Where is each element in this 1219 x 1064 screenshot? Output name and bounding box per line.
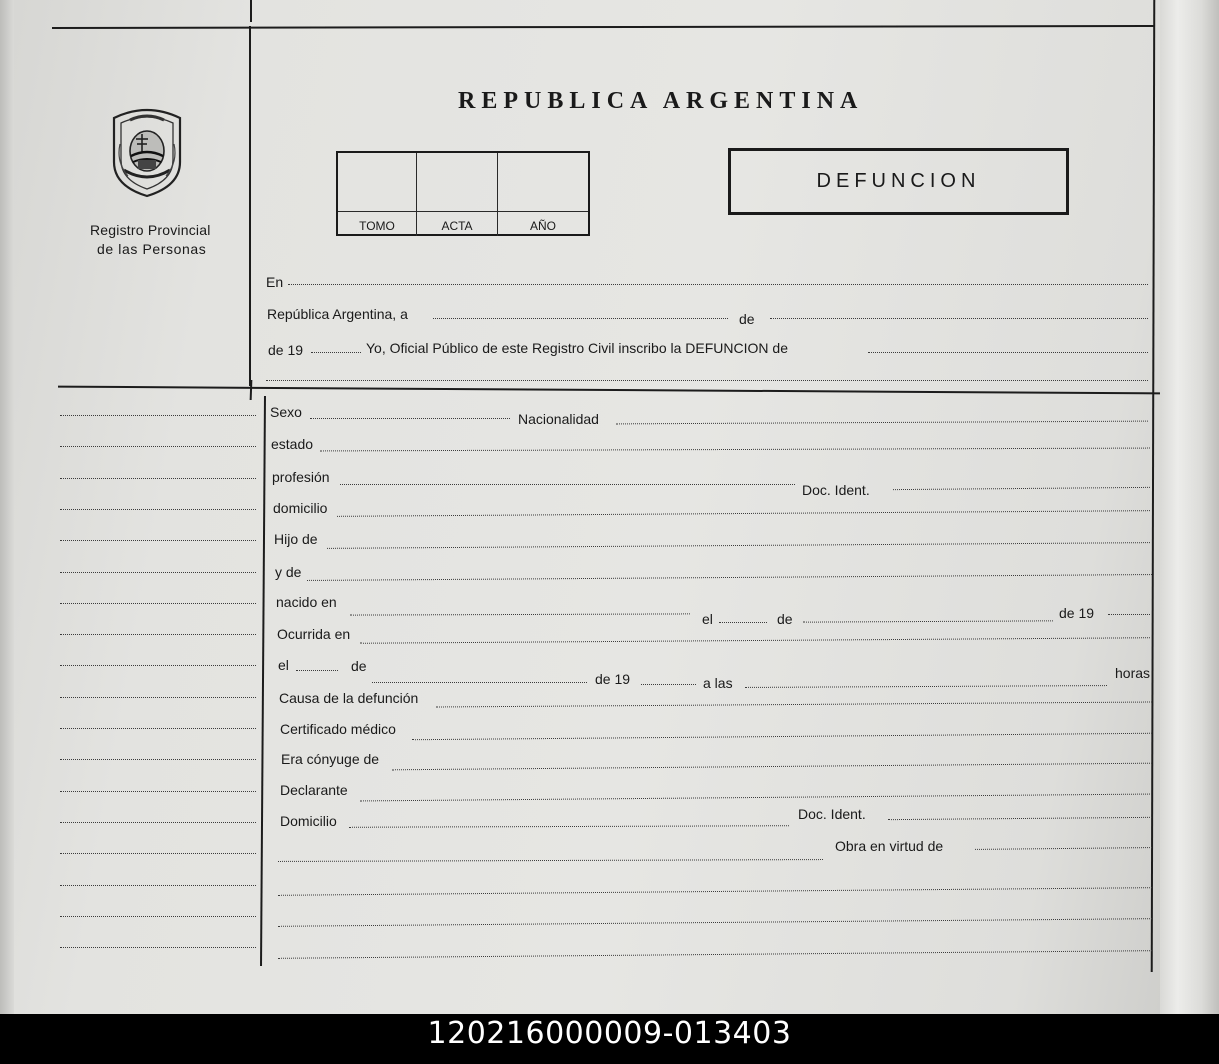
page-edge-right: [1160, 0, 1219, 1014]
act-type-box: [728, 148, 1069, 215]
sexo-field[interactable]: [310, 418, 510, 419]
document-id-bar: [0, 1014, 1219, 1064]
hora-field[interactable]: [745, 685, 1107, 688]
nacido-mes-field[interactable]: [803, 620, 1053, 622]
section-rule: [58, 386, 1160, 395]
certificado-label: Certificado médico: [280, 721, 396, 737]
page-edge-left: [0, 0, 14, 1014]
doc-ident-label: Doc. Ident.: [802, 482, 870, 498]
domicilio-label: domicilio: [273, 500, 328, 516]
tomo-cell: [338, 153, 417, 236]
margin-note-line[interactable]: [60, 885, 256, 886]
nacido-anio-field[interactable]: [1108, 614, 1150, 615]
lugar-nacimiento-field[interactable]: [350, 613, 690, 615]
difunto-nombre-field[interactable]: [868, 352, 1148, 353]
ocurrida-de19-label: de 19: [595, 671, 631, 687]
domicilio-decl-field-2[interactable]: [278, 859, 823, 862]
margin-note-line[interactable]: [60, 446, 256, 447]
y-de-label: y de: [275, 564, 302, 580]
top-divider-stub: [250, 0, 252, 22]
notes-line-3[interactable]: [278, 950, 1152, 959]
nacionalidad-label: Nacionalidad: [518, 411, 599, 427]
margin-note-line[interactable]: [60, 916, 256, 917]
fecha-mes-field[interactable]: [770, 318, 1148, 319]
domicilio-field[interactable]: [337, 510, 1150, 517]
margin-note-line[interactable]: [60, 572, 256, 573]
ocurrida-el-label: el: [278, 657, 289, 673]
margin-note-line[interactable]: [60, 603, 256, 604]
declarante-field[interactable]: [360, 794, 1152, 802]
padre-field[interactable]: [327, 542, 1150, 549]
document-id: 120216000009-013403: [427, 1016, 792, 1051]
defuncion-anio-field[interactable]: [641, 684, 696, 685]
anio-label: AÑO: [529, 219, 556, 233]
registry-name-line2: de las Personas: [97, 241, 207, 257]
margin-note-line[interactable]: [60, 697, 256, 698]
divider-joint: [250, 380, 253, 400]
a-las-label: a las: [703, 675, 733, 691]
declarante-label: Declarante: [280, 782, 348, 798]
conyuge-field[interactable]: [392, 763, 1152, 771]
de19-label: de 19: [268, 342, 304, 358]
page-title: REPUBLICA ARGENTINA: [458, 88, 864, 114]
left-column-divider-bottom: [260, 396, 266, 966]
madre-field[interactable]: [307, 574, 1152, 581]
margin-note-line[interactable]: [60, 634, 256, 635]
fecha-dia-field[interactable]: [433, 318, 728, 319]
en-field[interactable]: [288, 284, 1148, 285]
margin-note-line[interactable]: [60, 947, 256, 948]
acta-label: ACTA: [441, 219, 473, 233]
difunto-nombre-field-2[interactable]: [266, 380, 1148, 381]
doc-ident-decl-field[interactable]: [888, 817, 1152, 820]
certificado-field[interactable]: [412, 733, 1152, 740]
right-border: [1151, 0, 1156, 972]
doc-ident-decl-label: Doc. Ident.: [798, 806, 866, 822]
margin-note-line[interactable]: [60, 509, 256, 510]
domicilio-decl-label: Domicilio: [280, 813, 337, 829]
acta-cell: [417, 153, 498, 236]
republica-label: República Argentina, a: [267, 306, 408, 322]
margin-note-line[interactable]: [60, 822, 256, 823]
fecha-anio-field[interactable]: [311, 352, 361, 353]
domicilio-decl-field[interactable]: [349, 825, 789, 828]
margin-note-line[interactable]: [60, 478, 256, 479]
registry-name-line1: Registro Provincial: [90, 222, 211, 238]
nacido-dia-field[interactable]: [719, 622, 767, 623]
left-column-divider-top: [249, 26, 251, 386]
nacido-de19-label: de 19: [1059, 605, 1095, 621]
margin-note-line[interactable]: [60, 415, 256, 416]
estado-label: estado: [271, 436, 314, 452]
ocurrida-de-label: de: [351, 658, 367, 674]
en-label: En: [266, 274, 284, 290]
margin-note-line[interactable]: [60, 853, 256, 854]
act-type-label: DEFUNCION: [816, 170, 981, 192]
defuncion-mes-field[interactable]: [372, 682, 587, 683]
horas-label: horas: [1115, 665, 1151, 681]
margin-note-line[interactable]: [60, 728, 256, 729]
obra-label: Obra en virtud de: [835, 838, 944, 854]
register-box: [336, 151, 590, 236]
de-label: de: [739, 311, 755, 327]
margin-note-line[interactable]: [60, 759, 256, 760]
lugar-defuncion-field[interactable]: [360, 637, 1150, 644]
profesion-label: profesión: [272, 469, 330, 485]
margin-note-line[interactable]: [60, 540, 256, 541]
ocurrida-en-label: Ocurrida en: [277, 626, 351, 642]
hijo-de-label: Hijo de: [274, 531, 318, 547]
register-box-divider: [338, 211, 588, 212]
notes-line-1[interactable]: [278, 887, 1152, 896]
causa-label: Causa de la defunción: [279, 690, 419, 706]
nacido-de-label: de: [777, 611, 793, 627]
nacido-el-label: el: [702, 611, 713, 627]
coat-of-arms-icon: [106, 104, 188, 200]
tomo-label: TOMO: [359, 219, 395, 233]
yo-statement: Yo, Oficial Público de este Registro Civil inscribo la DEFUNCION de: [366, 340, 788, 356]
profesion-field[interactable]: [340, 484, 795, 485]
conyuge-label: Era cónyuge de: [281, 751, 380, 767]
nacido-en-label: nacido en: [276, 594, 337, 610]
nacionalidad-field[interactable]: [616, 421, 1148, 425]
estado-field[interactable]: [320, 448, 1150, 452]
anio-cell: [498, 153, 588, 236]
defuncion-dia-field[interactable]: [296, 670, 338, 671]
margin-note-line[interactable]: [60, 791, 256, 792]
top-rule: [52, 25, 1155, 29]
sexo-label: Sexo: [270, 404, 302, 420]
causa-field[interactable]: [436, 702, 1152, 708]
notes-line-2[interactable]: [278, 918, 1152, 927]
doc-ident-field[interactable]: [893, 487, 1150, 490]
margin-note-line[interactable]: [60, 665, 256, 666]
obra-field[interactable]: [975, 847, 1152, 850]
